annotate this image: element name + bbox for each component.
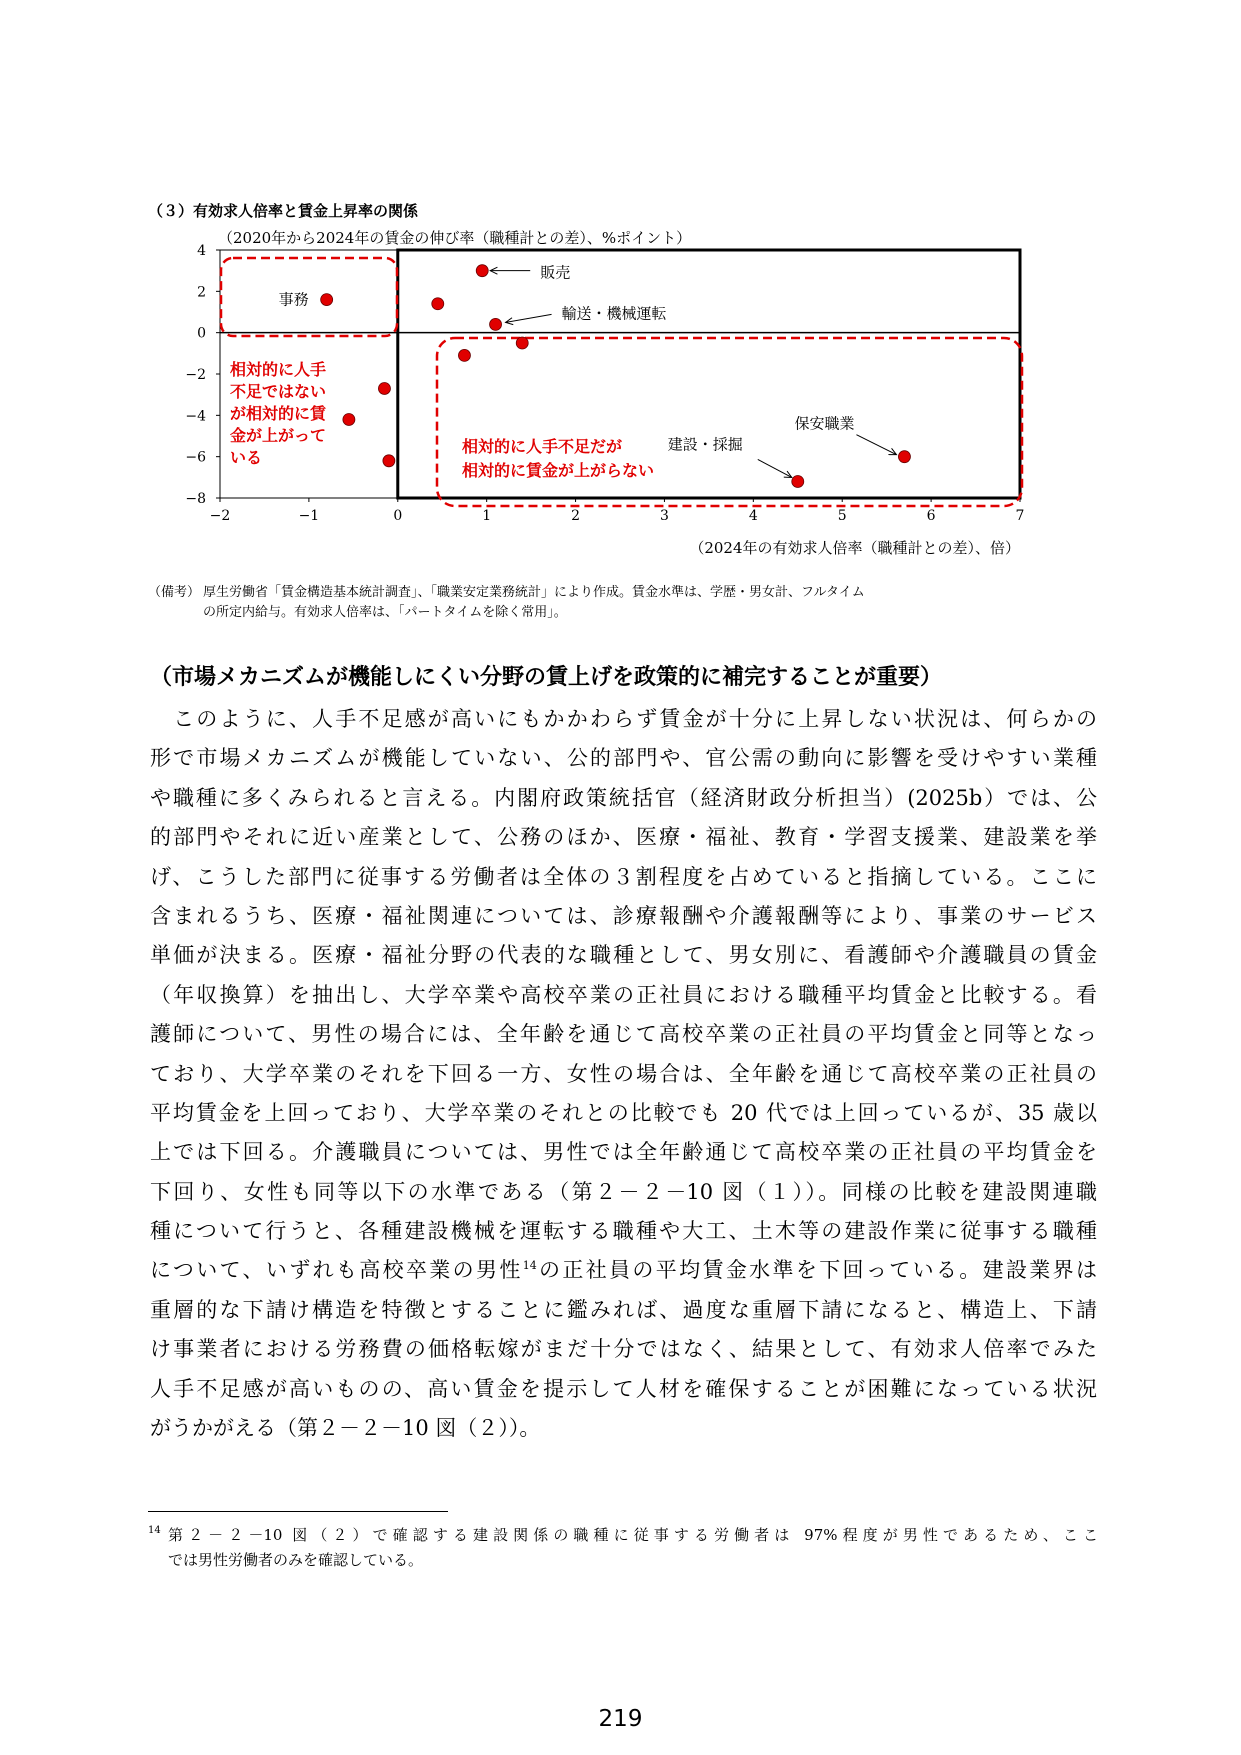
chart-title: （３）有効求人倍率と賃金上昇率の関係	[148, 202, 419, 220]
annotation-line: 相対的に人手不足だが	[462, 437, 623, 456]
data-point	[458, 349, 470, 361]
point-label: 保安職業	[794, 414, 855, 433]
paragraph-line: 含まれるうち、医療・福祉関連については、診療報酬や介護報酬等により、事業のサービス	[150, 903, 1097, 928]
paragraph-line: 下回り、女性も同等以下の水準である（第２－２－10 図（１））。同様の比較を建設関連職	[150, 1179, 1097, 1204]
y-tick-label: −2	[185, 367, 206, 383]
x-tick-label: 0	[393, 508, 403, 524]
x-tick-label: 7	[1015, 508, 1025, 524]
data-point	[378, 382, 390, 394]
footnote-line: 第２－２－10 図（２）で確認する建設関係の職種に従事する労働者は 97%程度が男性であるため、ここ	[168, 1526, 1098, 1544]
footnote-divider	[148, 1511, 448, 1512]
paragraph-line: このように、人手不足感が高いにもかかわらず賃金が十分に上昇しない状況は、何らかの	[150, 707, 1097, 731]
data-point	[383, 455, 395, 467]
data-point	[321, 294, 333, 306]
paragraph-line: がうかがえる（第２－２－10 図（２））。	[150, 1416, 541, 1441]
data-point	[432, 298, 444, 310]
annotation-line: 不足ではない	[230, 382, 327, 401]
body-paragraph	[150, 700, 1097, 1448]
x-tick-label: −2	[209, 508, 231, 524]
notes-lead: （備考）	[148, 585, 201, 600]
x-tick-label: 3	[659, 508, 669, 524]
notes-line: の所定内給与。有効求人倍率は、「パートタイムを除く常用」。	[203, 605, 567, 620]
data-point	[898, 451, 910, 463]
point-label: 販売	[540, 263, 571, 282]
y-tick-label: 4	[197, 243, 206, 259]
y-tick-label: −4	[185, 408, 206, 425]
x-tick-label: −1	[298, 508, 320, 524]
x-tick-label: 5	[837, 508, 847, 524]
paragraph-line: け事業者における労務費の価格転嫁がまだ十分ではなく、結果として、有効求人倍率でみた	[150, 1337, 1097, 1362]
paragraph-line: 重層的な下請け構造を特徴とすることに鑑みれば、過度な重層下請になると、構造上、下請	[150, 1297, 1097, 1322]
upper-left-region-box	[221, 258, 397, 336]
page-number: 219	[598, 1706, 643, 1732]
region-annotation	[462, 437, 654, 480]
x-tick-label: 6	[926, 508, 936, 524]
label-arrow	[856, 435, 896, 455]
region-annotation	[230, 360, 327, 467]
y-tick-label: −8	[185, 491, 206, 507]
scatter-chart	[0, 0, 1241, 560]
point-label: 事務	[278, 290, 309, 309]
footnote-line: では男性労働者のみを確認している。	[168, 1551, 424, 1569]
footnote-ref[interactable]: 14	[522, 1259, 537, 1273]
label-arrow	[758, 459, 792, 477]
paragraph-line: 単価が決まる。医療・福祉分野の代表的な職種として、男女別に、看護師や介護職員の賃金	[150, 943, 1097, 968]
x-tick-label: 1	[482, 508, 492, 524]
paragraph-line: や職種に多くみられると言える。内閣府政策統括官（経済財政分析担当）(2025b）では、公	[150, 785, 1097, 810]
annotation-line: いる	[230, 448, 263, 467]
annotation-line: が相対的に賃	[230, 404, 327, 423]
x-axis-label: （2024年の有効求人倍率（職種計との差）、倍）	[689, 539, 1020, 557]
paragraph-line: 形で市場メカニズムが機能していない、公的部門や、官公需の動向に影響を受けやすい業種	[150, 746, 1097, 771]
data-point	[476, 265, 488, 277]
annotation-line: 金が上がって	[230, 426, 327, 445]
paragraph-line: ており、大学卒業のそれを下回る一方、女性の場合は、全年齢を通じて高校卒業の正社員の	[150, 1061, 1097, 1086]
footnote-mark: 14	[148, 1525, 161, 1536]
y-tick-label: 2	[197, 284, 206, 301]
x-tick-label: 4	[748, 508, 758, 524]
section-heading: （市場メカニズムが機能しにくい分野の賃上げを政策的に補完することが重要）	[150, 665, 943, 690]
paragraph-line: 種について行うと、各種建設機械を運転する職種や大工、土木等の建設作業に従事する職種	[150, 1219, 1097, 1244]
y-tick-label: 0	[197, 325, 206, 342]
notes-line: 厚生労働省「賃金構造基本統計調査」、「職業安定業務統計」により作成。賃金水準は、学歴・男女計、フルタイム	[203, 585, 865, 600]
point-label: 輸送・機械運転	[561, 304, 667, 323]
footnote	[148, 1523, 1098, 1573]
label-arrow	[506, 314, 552, 322]
y-axis-label: （2020年から2024年の賃金の伸び率（職種計との差）、%ポイント）	[218, 229, 692, 247]
data-point	[516, 337, 528, 349]
paragraph-line: 的部門やそれに近い産業として、公務のほか、医療・福祉、教育・学習支援業、建設業を挙	[150, 825, 1097, 850]
annotation-line: 相対的に賃金が上がらない	[462, 461, 655, 480]
paragraph-line: （年収換算）を抽出し、大学卒業や高校卒業の正社員における職種平均賃金と比較する。看	[150, 982, 1097, 1007]
paragraph-line: 人手不足感が高いものの、高い賃金を提示して人材を確保することが困難になっている状況	[150, 1376, 1097, 1401]
lower-right-region-box	[437, 338, 1022, 506]
data-point	[343, 413, 355, 425]
paragraph-line-with-footnote: について、いずれも高校卒業の男性$^{14}$の正社員の平均賃金水準を下回っている。建設業界は	[150, 1258, 1097, 1283]
paragraph-line: 上では下回る。介護職員については、男性では全年齢通じて高校卒業の正社員の平均賃金を	[150, 1140, 1097, 1165]
data-point	[490, 318, 502, 330]
data-point	[792, 475, 804, 487]
x-tick-label: 2	[571, 508, 581, 524]
paragraph-line: 平均賃金を上回っており、大学卒業のそれとの比較でも 20 代では上回っているが、35 歳以	[150, 1100, 1097, 1125]
y-tick-label: −6	[185, 449, 206, 466]
point-label: 建設・採掘	[667, 435, 743, 454]
paragraph-line: 護師について、男性の場合には、全年齢を通じて高校卒業の正社員の平均賃金と同等となっ	[150, 1022, 1097, 1047]
annotation-line: 相対的に人手	[230, 360, 327, 379]
paragraph-line: げ、こうした部門に従事する労働者は全体の３割程度を占めていると指摘している。ここに	[150, 864, 1098, 889]
